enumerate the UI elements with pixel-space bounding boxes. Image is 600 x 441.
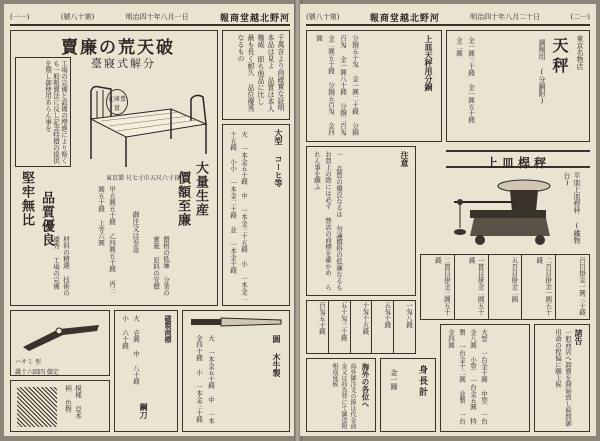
feature-mass: 大量生産 xyxy=(193,161,208,217)
right-page-number: (二一) xyxy=(570,13,590,21)
wholesale-text: 一般商店へ卸賣を開始致し候間御用命の程偏に願上候 xyxy=(554,329,572,427)
scale-top-prices: 金一圓三十錢 金一圓五十錢 金二圓 xyxy=(455,37,475,123)
notice-lines: 一 品質の優良なるは 勿論價格の低廉なるも お買上の際には必ず 弊店の商標を確かめ られん事を願ふ xyxy=(313,151,343,291)
overseas-text: 海外御注文の節は代金前金又は荷為替にて御送附相成度候 xyxy=(331,363,356,429)
bed-price-stamp: 在庫豊富 xyxy=(106,89,128,115)
overseas-notice xyxy=(306,358,376,432)
scale-ad-top xyxy=(446,30,590,142)
far-right-list xyxy=(222,124,290,306)
table-row: 五十匁三十錢 xyxy=(328,301,350,353)
table-row: 二百目掛金一圓五十錢 xyxy=(521,255,555,319)
bed-icon xyxy=(81,79,211,169)
right-publication-title: 報商堂越北野河 xyxy=(369,13,440,24)
far-right-items: 大 一本金五十錢 中 一本金三十五錢 小 一本金二十五錢 小小 一本金二十錢 並 一本金十錢 xyxy=(229,131,248,301)
feature-sturdy: 堅牢無比 xyxy=(19,171,34,227)
knife-ad xyxy=(114,310,178,432)
height-measure-ad xyxy=(380,358,436,432)
bed-ad xyxy=(10,30,218,306)
right-page xyxy=(300,4,596,436)
notice-title: 注意 xyxy=(400,151,410,167)
scale-price-table xyxy=(420,254,590,320)
overseas-title: 海外の各位へ xyxy=(361,363,370,408)
right-far-items: 大型 一台金十圓 中型 一台金八圓 小型 一台金五圓 特製 一台金十二圓 並製 一台金四圓 xyxy=(447,329,488,425)
left-page-number: (一一) xyxy=(10,13,30,21)
scale-banner: 上皿桿秤 xyxy=(446,150,590,168)
table-row: 一匁八錢 xyxy=(393,301,415,353)
cutter-icon xyxy=(19,319,103,353)
pattern-text: 模樣 見本 柄 色物 xyxy=(64,385,82,419)
bed-ad-title: 賣廉の荒天破 xyxy=(61,38,175,58)
table-row: 五匁十錢 xyxy=(371,301,393,353)
far-right-title: 大型 コーヒ等 xyxy=(274,129,284,187)
left-page-header xyxy=(10,10,290,26)
weights-list xyxy=(306,30,442,142)
left-issue: (號八十第) xyxy=(60,13,95,21)
measure-title: 身長計 xyxy=(417,365,427,398)
wholesale-title: 諸告 xyxy=(574,329,584,345)
right-page-header xyxy=(306,10,590,26)
right-issue: (號八十第) xyxy=(306,13,340,21)
scale-origin: 東京名物店 xyxy=(576,35,584,70)
knife-icon xyxy=(189,315,285,329)
table-row: 二貫目掛金三圓五十錢 xyxy=(433,257,451,316)
left-page xyxy=(4,4,296,436)
mid-list-items: 大 一本金五十錢 中 一本金四十錢 小 一本金三十錢 xyxy=(195,335,215,424)
measure-price: 金一圓 xyxy=(390,369,398,390)
cutter-caption: 錢十六圓四 價定 xyxy=(15,369,59,376)
left-publication-title: 報商堂越北野河 xyxy=(219,13,290,24)
bed-spec-text: 材料の精選 技術の優秀 工場の完備 xyxy=(52,236,70,296)
left-date: 明治四十年八月一日 xyxy=(125,13,189,21)
notice xyxy=(306,146,416,296)
feature-quality: 品質優良 xyxy=(39,191,54,247)
mid-list xyxy=(182,310,290,432)
scale-model: 平皿上皿桿秤 (鐵物台) xyxy=(563,172,581,244)
scale-usage: 調劑用 (分銅附) xyxy=(538,39,546,105)
bed-size-note: 東京製 尺七寸巾五尺六寸長 xyxy=(106,175,180,182)
cutter-ad xyxy=(10,310,110,376)
knife-prices: 大 壱圓 中 八十錢 小 六十錢 xyxy=(121,315,140,385)
weights-list-items: 分銅五十匁 金一圓二十錢 分銅百匁 金一圓八十錢 分銅二百匁 金二圓五十錢 分銅五百匁 金四圓 xyxy=(315,35,359,136)
upper-notice: 千萬言より尚確實な証明 本品は見よ 品質は本人権威 即ち他品に比し 最も長く耐久 品位優秀なるもの xyxy=(222,30,290,120)
scale-icon xyxy=(450,172,556,250)
knife-subtitle: 磁製商標 xyxy=(164,315,173,343)
bed-price-list: 甲五圓五十錢 乙四圓五十錢 丙三圓五十錢 上等六圓 xyxy=(97,186,116,293)
table-row: 五百目掛金二圓 xyxy=(488,255,522,319)
bed-order-text: 御注文は至急 xyxy=(132,211,140,253)
table-row: 百目掛金一圓三十錢 xyxy=(555,255,589,319)
knife-title: 鋼刀 xyxy=(139,403,149,419)
wholesale-notice xyxy=(534,324,590,432)
weights-list-title: 上皿天秤用分銅 xyxy=(424,35,434,91)
feature-cheap: 價額至廉 xyxy=(175,171,190,227)
right-far-list xyxy=(440,324,530,432)
cutter-label: ハサミ 型 xyxy=(15,359,41,366)
scale-name: 天秤 xyxy=(550,37,569,77)
bed-spec-text-2: 價格の低廉 分業の實施 原料の安價 xyxy=(152,236,170,296)
bed-ad-subtitle: 臺寢式解分 xyxy=(91,57,156,70)
pattern-ad xyxy=(10,380,110,432)
pattern-swatch xyxy=(17,387,57,427)
weights-table xyxy=(306,300,416,354)
mid-list-title: 圓 木牛製 xyxy=(272,335,282,377)
table-row: 十匁十五錢 xyxy=(350,301,372,353)
table-row: 一貫目掛金二圓五十錢 xyxy=(454,255,488,319)
right-date: 明治四十年八月二十日 xyxy=(470,13,541,21)
table-row: 百匁五十錢 xyxy=(317,302,326,335)
bed-ad-intro: 工場の完備と設備の増進により斯くも一般販賣法に反し記念特價の提供を期し御使用あらん事を xyxy=(15,57,71,167)
